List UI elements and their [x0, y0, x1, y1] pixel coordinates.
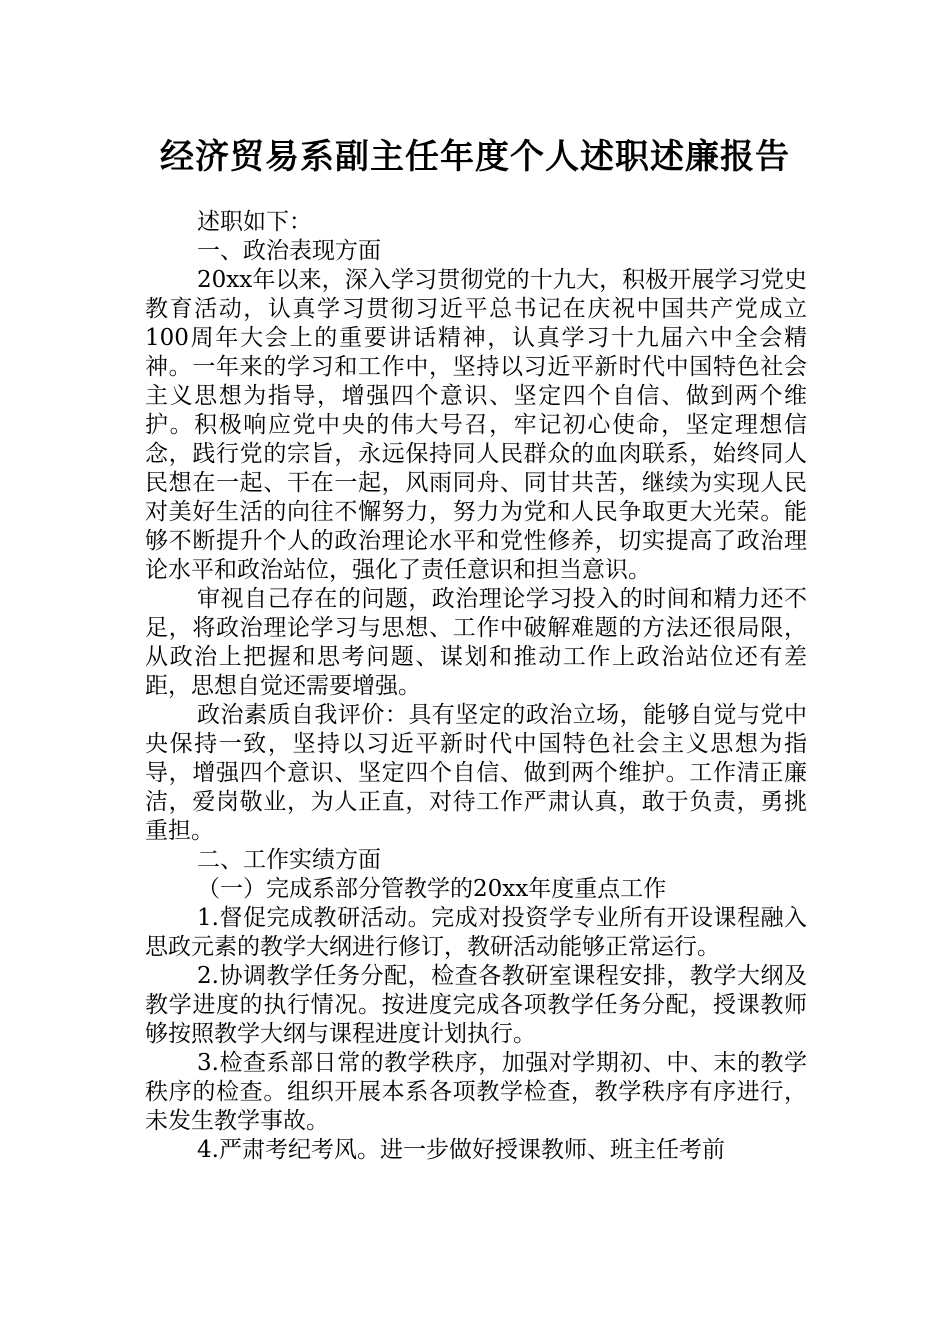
subsection-heading-teaching: （一）完成系部分管教学的20xx年度重点工作 — [197, 876, 667, 902]
list-item: 2.协调教学任务分配，检查各教研室课程安排，教学大纲及教学进度的执行情况。按进度完成各项教学任务分配，授课教师够按照教学大纲与课程进度计划执行。 — [145, 963, 807, 1047]
list-item: 4.严肃考纪考风。进一步做好授课教师、班主任考前 — [197, 1137, 725, 1163]
paragraph-politics-performance: 20xx年以来，深入学习贯彻党的十九大，积极开展学习党史教育活动，认真学习贯彻习近平总书记在庆祝中国共产党成立100周年大会上的重要讲话精神，认真学习十九届六中全会精神。一年来的学习和工作中，坚持以习近平新时代中国特色社会主义思想为指导，增强四个意识、坚定四个自信、做到两个维护。积极响应党中央的伟大号召，牢记初心使命，坚定理想信念，践行党的宗旨，永远保持同人民群众的血肉联系，始终同人民想在一起、干在一起，风雨同舟、同甘共苦，继续为实现人民对美好生活的向往不懈努力，努力为党和人民争取更大光荣。能够不断提升个人的政治理论水平和党性修养，切实提高了政治理论水平和政治站位，强化了责任意识和担当意识。 — [145, 267, 807, 583]
list-item: 1.督促完成教研活动。完成对投资学专业所有开设课程融入思政元素的教学大纲进行修订，教研活动能够正常运行。 — [145, 905, 807, 960]
paragraph-self-review: 审视自己存在的问题，政治理论学习投入的时间和精力还不足，将政治理论学习与思想、工作中破解难题的方法还很局限，从政治上把握和思考问题、谋划和推动工作上政治站位还有差距，思想自觉还需要增强。 — [145, 586, 807, 699]
paragraph-self-evaluation: 政治素质自我评价：具有坚定的政治立场，能够自觉与党中央保持一致，坚持以习近平新时代中国特色社会主义思想为指导，增强四个意识、坚定四个自信、做到两个维护。工作清正廉洁，爱岗敬业，为人正直，对待工作严肃认真，敢于负责，勇挑重担。 — [145, 702, 807, 844]
section-heading-achievements: 二、工作实绩方面 — [197, 847, 381, 873]
document-title: 经济贸易系副主任年度个人述职述廉报告 — [160, 137, 790, 177]
document-body — [145, 208, 807, 1165]
section-heading-politics: 一、政治表现方面 — [197, 238, 381, 264]
paragraph-intro: 述职如下： — [197, 209, 312, 235]
list-item: 3.检查系部日常的教学秩序，加强对学期初、中、末的教学秩序的检查。组织开展本系各项教学检查，教学秩序有序进行，未发生教学事故。 — [145, 1050, 807, 1134]
